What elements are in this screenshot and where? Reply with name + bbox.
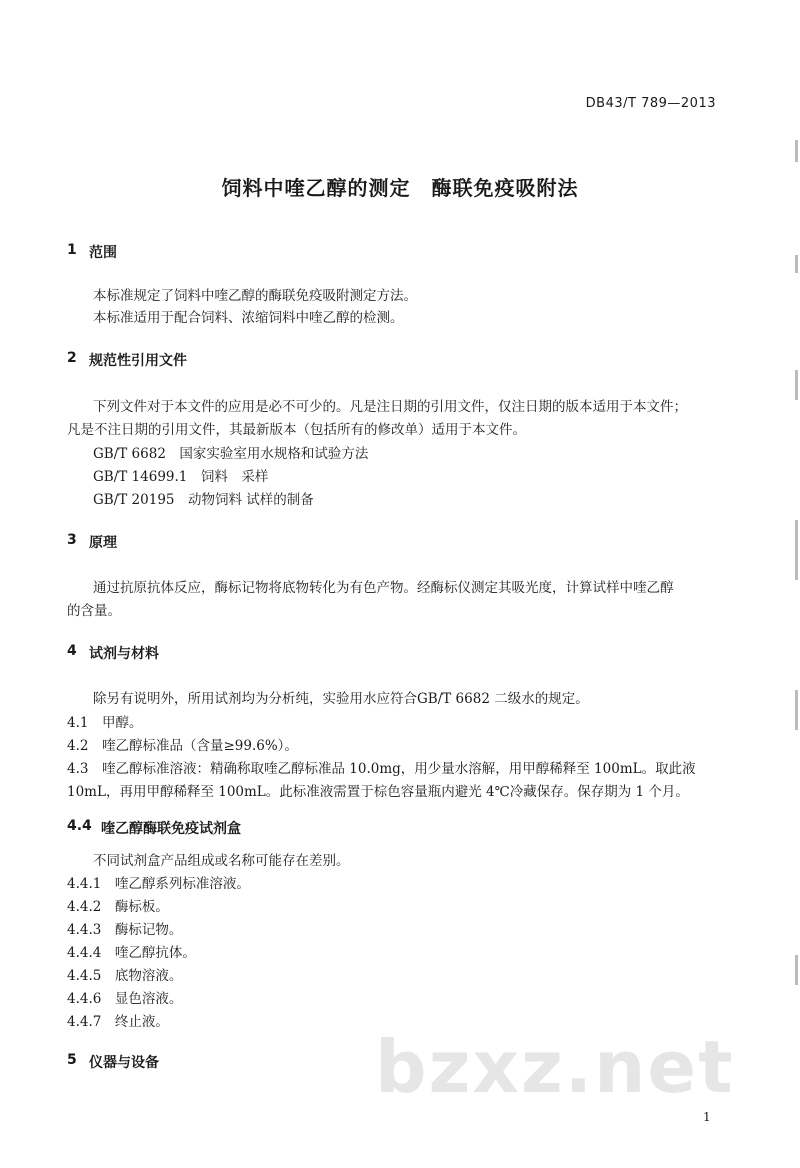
section-1-number: 1: [67, 242, 77, 258]
sub-clause: 4.4.3 酶标记物。: [67, 922, 183, 938]
clause-4-2: 4.2 喹乙醇标准品（含量≥99.6%）。: [67, 738, 298, 754]
section-1-para-2: 本标准适用于配合饲料、浓缩饲料中喹乙醇的检测。: [93, 310, 404, 326]
section-3-para-line-1: 通过抗原抗体反应，酶标记物将底物转化为有色产物。经酶标仪测定其吸光度，计算试样中喹乙醇: [93, 580, 674, 596]
section-1-para-1: 本标准规定了饲料中喹乙醇的酶联免疫吸附测定方法。: [93, 288, 417, 304]
scan-edge-mark: [795, 520, 798, 580]
clause-4-4-para: 不同试剂盒产品组成或名称可能存在差别。: [93, 853, 350, 869]
clause-4-4-number: 4.4: [67, 818, 92, 834]
section-3-number: 3: [67, 532, 77, 548]
section-1-title: 范围: [89, 245, 117, 261]
scan-edge-mark: [795, 255, 798, 273]
clause-4-1: 4.1 甲醇。: [67, 715, 143, 731]
watermark: bzxz.net: [375, 1025, 735, 1109]
sub-clause: 4.4.2 酶标板。: [67, 899, 169, 915]
section-3-title: 原理: [89, 535, 117, 551]
reference-item: GB/T 6682 国家实验室用水规格和试验方法: [93, 446, 369, 462]
page-number: 1: [703, 1110, 711, 1124]
section-4-intro: 除另有说明外，所用试剂均为分析纯，实验用水应符合GB/T 6682 二级水的规定。: [93, 691, 589, 707]
scan-edge-mark: [795, 370, 798, 400]
section-2-para-line-1: 下列文件对于本文件的应用是必不可少的。凡是注日期的引用文件，仅注日期的版本适用于本文件；: [93, 399, 687, 415]
clause-4-3-line-2: 10mL，再用甲醇稀释至 100mL。此标准液需置于棕色容量瓶内避光 4℃冷藏保存。保存期为 1 个月。: [67, 784, 689, 800]
standard-number: DB43/T 789—2013: [585, 96, 716, 111]
scan-edge-mark: [795, 140, 798, 162]
clause-4-4-title: 喹乙醇酶联免疫试剂盒: [101, 821, 241, 837]
reference-item: GB/T 20195 动物饲料 试样的制备: [93, 492, 314, 508]
sub-clause: 4.4.6 显色溶液。: [67, 991, 183, 1007]
scan-edge-mark: [795, 690, 798, 730]
reference-item: GB/T 14699.1 饲料 采样: [93, 469, 269, 485]
section-4-title: 试剂与材料: [89, 646, 159, 662]
section-2-number: 2: [67, 350, 77, 366]
section-2-para-line-2: 凡是不注日期的引用文件，其最新版本（包括所有的修改单）适用于本文件。: [67, 422, 526, 438]
section-4-number: 4: [67, 643, 77, 659]
sub-clause: 4.4.4 喹乙醇抗体。: [67, 945, 196, 961]
sub-clause: 4.4.5 底物溶液。: [67, 968, 183, 984]
scan-edge-mark: [795, 955, 798, 985]
clause-4-3-line-1: 4.3 喹乙醇标准溶液：精确称取喹乙醇标准品 10.0mg，用少量水溶解，用甲醇稀释至 100mL。取此液: [67, 761, 696, 777]
section-3-para-line-2: 的含量。: [67, 603, 121, 619]
document-title: 饲料中喹乙醇的测定 酶联免疫吸附法: [221, 176, 579, 200]
sub-clause: 4.4.1 喹乙醇系列标准溶液。: [67, 876, 250, 892]
section-5-title: 仪器与设备: [89, 1055, 159, 1071]
section-5-number: 5: [67, 1052, 77, 1068]
sub-clause: 4.4.7 终止液。: [67, 1014, 169, 1030]
section-2-title: 规范性引用文件: [89, 353, 187, 369]
